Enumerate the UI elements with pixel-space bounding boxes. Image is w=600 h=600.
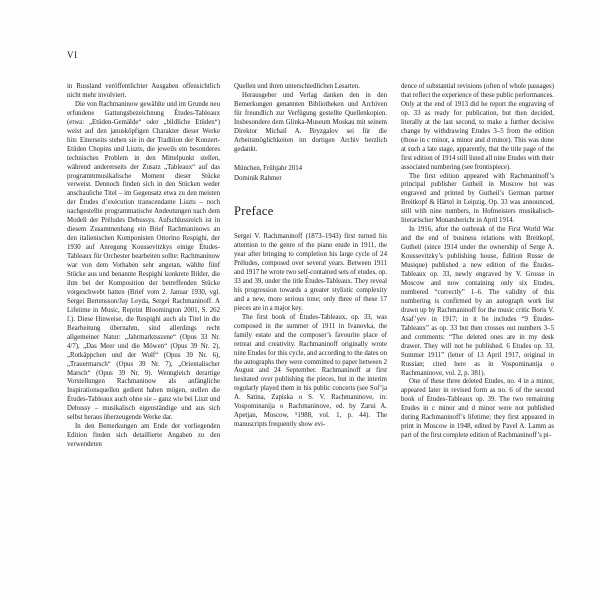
paragraph: In 1916, after the outbreak of the First World War and the end of business relations with Breitkopf, Gutheil (since 1914 under the ownership of Serge A. Koussevitzky’s publishing house, Édition Russe de Musique) published a new edition of the Études-Tableaux op. 33, newly engraved by V. Grosse in Moscow and now containing only six Etudes, numbered “correctly” 1–6. The validity of this numbering is confirmed by an autograph work list drawn up by Rachmaninoff for the music critic Boris V. Asaf’yev in 1917; in it he includes “9 Études-Tableaux” as op. 33 but then crosses out numbers 3–5 and comments: “The deleted ones are in my desk drawer. They will not be published. 6 Etudes op. 33, Summer 1911” (letter of 13 April 1917, original in Russian; cited here as in Vospominanija o Rachmaninove, vol. 2, p. 381). (401, 226, 554, 377)
column-left (67, 83, 220, 450)
column-middle (234, 83, 387, 450)
paragraph: Herausgeber und Verlag danken den in den Bemerkungen genannten Bibliotheken und Archiven für freundlich zur Verfügung gestellte Quellenkopien. Insbesondere dem Glinka-Museum Moskau mit seinem Direktor Michail A. Bryzgalov sei für die Arbeitsmöglichkeiten im dortigen Archiv herzlich gedankt. (234, 91, 387, 153)
paragraph: One of these three deleted Etudes, no. 4 in a minor, appeared later in revised form as no. 6 of the second book of Études-Tableaux op. 39. The two remaining Etudes in c minor and d minor were not published during Rachmaninoff’s lifetime; they first appeared in print in Moscow in 1948, edited by Pavel A. Lamm as part of the first complete edition of Rachmaninoff’s pi- (401, 378, 554, 440)
signoff-place-date: München, Frühjahr 2014 (234, 164, 303, 172)
paragraph: The first book of Études-Tableaux, op. 33, was composed in the summer of 1911 in Ivanovka, the family estate and the composer’s favourite place of retreat and creativity. Rachmaninoff originally wrote nine Etudes for this cycle, and according to the dates on the autographs they were committed to paper between 2 August and 24 September. Rachmaninoff at first hesitated over publishing the pieces, but in the interim regularly played them in his public concerts (see Sof’ja A. Satina, Zapiska o S. V. Rachmaninove, in: Vospominanija o Rachmaninove, ed. by Zarui A. Apetjan, Moscow, ⁵1988, vol. 1, p. 44). The manuscripts frequently show evi- (234, 313, 387, 429)
paragraph: Die von Rachmaninow gewählte und im Grunde neu erfundene Gattungsbezeichnung Études-Tableaux (etwa: „Etüden-Gemälde“ oder „bildliche Etüden“) weist auf den janusköpfigen Charakter dieser Werke hin: Einerseits stehen sie in der Tradition der Konzert-Etüden Chopins und Liszts, die jeweils ein besonderes technisches Problem in den Mittelpunkt stellen, während andererseits der Zusatz „Tableaux“ auf das programmmusikalische Moment dieser Stücke verweist. Dennoch finden sich in den Stücken weder anschauliche Titel – im Gegensatz etwa zu den meisten der Études d’exécution transcendante Liszts – noch nachgestellte programmatische Andeutungen nach dem Modell der Préludes Debussys. Aufschlussreich ist in diesem Zusammenhang ein Brief Rachmaninows an den italienischen Komponisten Ottorino Respighi, der 1930 auf Anregung Koussevitzkys einige Études-Tableaux für Orchester bearbeiten sollte: Rachmaninow war von dem Vorhaben sehr angetan, wählte fünf Stücke aus und benannte Respighi konkrete Bilder, die ihm bei der Komposition der betreffenden Stücke vorgeschwebt hatten (Brief vom 2. Januar 1930, vgl. Sergei Bertensson/Jay Leyda, Sergei Rachmaninoff. A Lifetime in Music, Reprint Bloomington 2001, S. 262 f.). Diese Hinweise, die Respighi auch als Titel in die Bearbeitung übernahm, sind allerdings recht allgemeiner Natur: „Jahrmarktsszene“ (Opus 33 Nr. 4/7), „Das Meer und die Möwen“ (Opus 39 Nr. 2), „Rotkäppchen und der Wolf“ (Opus 39 Nr. 6), „Trauermarsch“ (Opus 39 Nr. 7), „Orientalischer Marsch“ (Opus 39 Nr. 9). Wenngleich derartige Vorstellungen Rachmaninow als anfängliche Inspirationsquellen gedient haben mögen, stellen die Études-Tableaux auch ohne sie – ganz wie bei Liszt und Debussy – musikalisch eigenständige und aus sich selbst heraus überzeugende Werke dar. (67, 100, 220, 422)
german-closing-text (234, 83, 387, 155)
signoff-author: Dominik Rahmer (234, 175, 282, 183)
paragraph: The first edition appeared with Rachmaninoff’s principal publisher Gutheil in Moscow but was engraved and printed by Gutheil’s German partner Breitkopf & Härtel in Leipzig. Op. 33 was announced, still with nine numbers, in Hofmeisters musikalisch-literarischer Monatsbericht in April 1914. (401, 172, 554, 225)
preface-heading: Preface (234, 203, 274, 218)
paragraph: in Russland veröffentlichter Ausgaben offensichtlich nicht mehr involviert. (67, 83, 220, 99)
paragraph: Quellen und ihren unterschiedlichen Lesarten. (234, 83, 360, 90)
column-right (401, 83, 554, 450)
page-number: VI (67, 50, 78, 60)
text-columns (67, 83, 554, 450)
paragraph: dence of substantial revisions (often of whole passages) that reflect the experience of these public performances. Only at the end of 1913 did he report the engraving of op. 33 as ready for publication, but then decided, literally at the last second, to make a further decisive change by withdrawing Etudes 3–5 from the edition (those in c minor, a minor and d minor). This was done at such a late stage, apparently, that the title page of the first edition of 1914 still listed all nine Etudes with their associated numbering (see frontispiece). (401, 83, 554, 171)
paragraph: In den Bemerkungen am Ende der vorliegenden Edition finden sich detaillierte Angaben zu den verwendeten (67, 423, 220, 449)
paragraph: Sergei V. Rachmaninoff (1873–1943) first turned his attention to the genre of the piano etude in 1911, the year after bringing to completion his large cycle of 24 Préludes, composed over several years. Between 1911 and 1917 he wrote two self-contained sets of etudes, op. 33 and 39, under the title Études-Tableaux. They reveal his progression towards a greater stylistic complexity and a new, more serious tone; only three of these 17 pieces are in a major key. (234, 233, 387, 312)
english-preface-start (234, 233, 387, 430)
signoff (234, 164, 387, 185)
